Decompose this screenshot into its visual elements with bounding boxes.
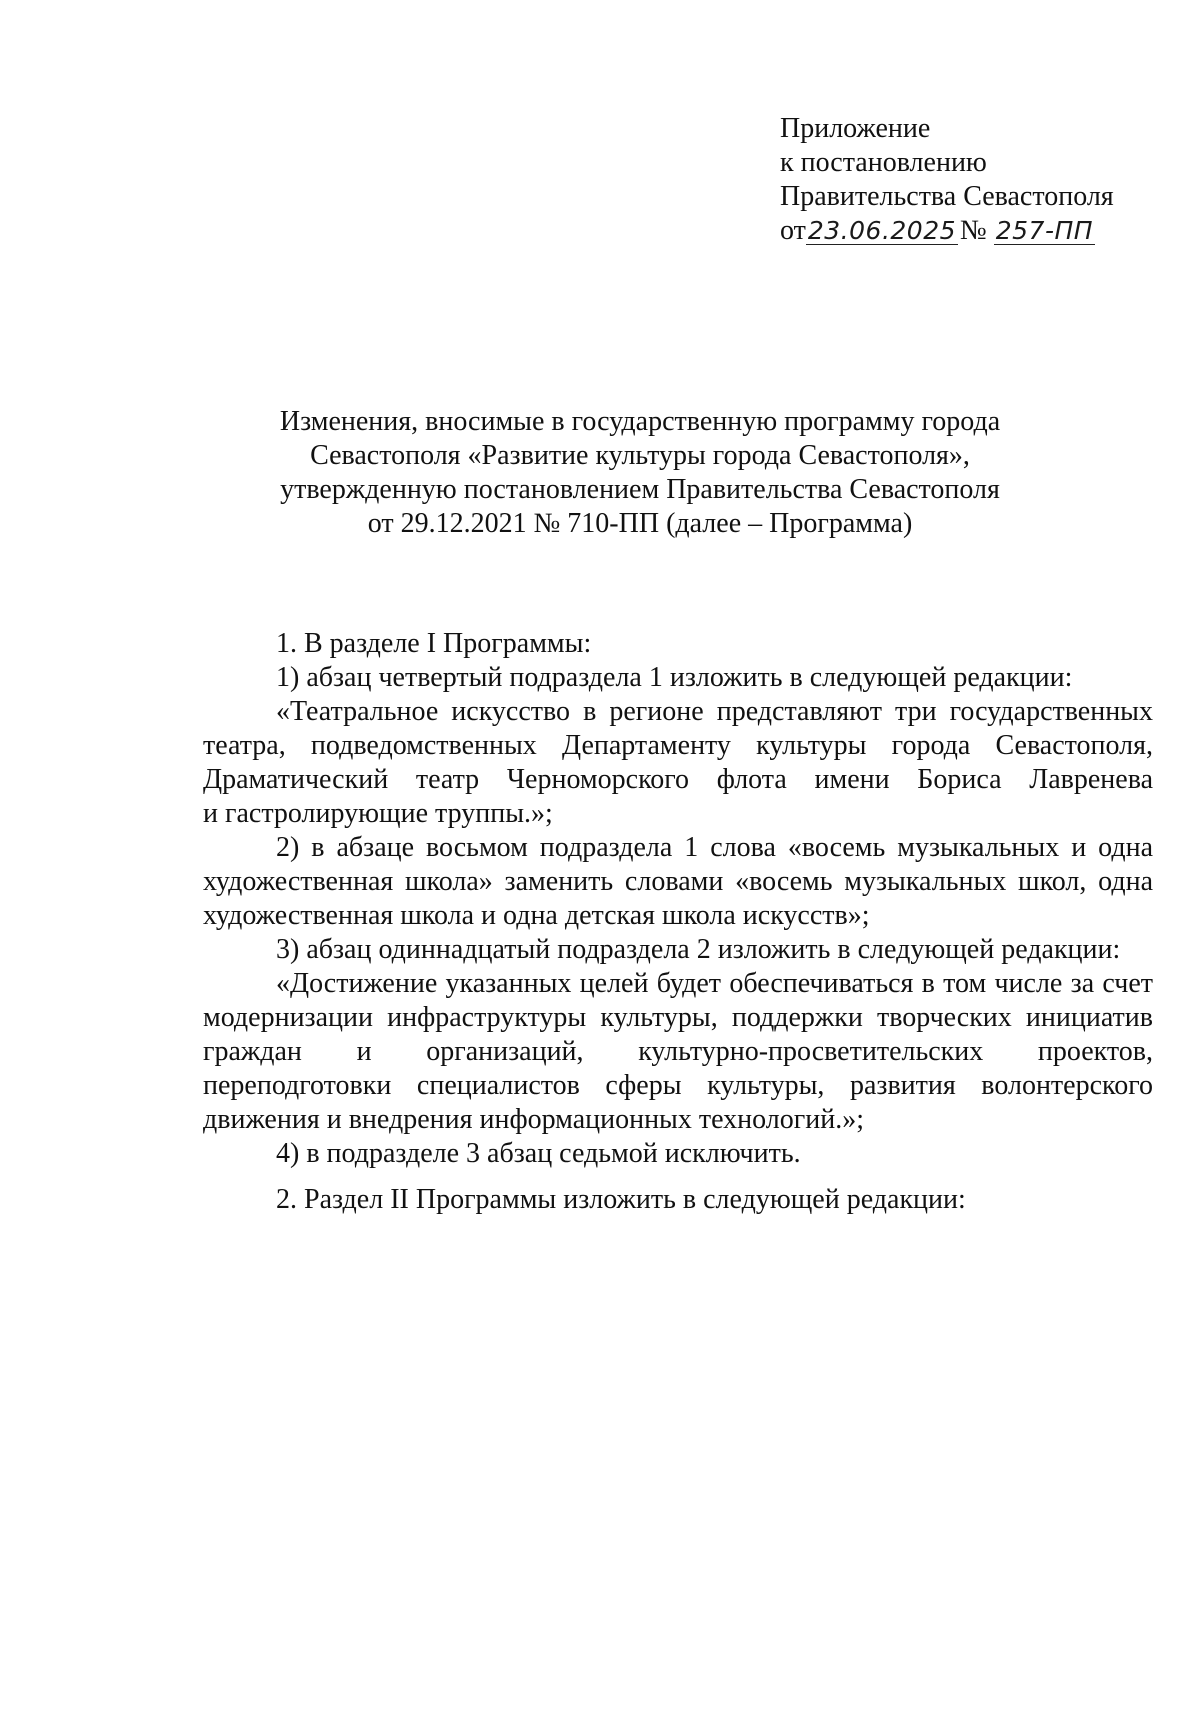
appendix-date-number — [780, 214, 1180, 248]
document-title — [200, 405, 1080, 541]
text-line: движения и внедрения информационных технологий.»; — [203, 1104, 864, 1135]
title-line: утвержденную постановлением Правительства Севастополя — [280, 474, 1000, 505]
title-line: Севастополя «Развитие культуры города Севастополя», — [310, 440, 970, 471]
text-line: модернизации инфраструктуры культуры, поддержки творческих инициатив — [203, 1002, 1153, 1033]
title-line: Изменения, вносимые в государственную программу города — [279, 406, 1001, 437]
quoted-paragraph-goals — [203, 967, 1153, 1137]
text-line: переподготовки специалистов сферы культуры, развития волонтерского — [203, 1070, 1153, 1101]
date-prefix: от — [780, 215, 806, 246]
text-line: театра, подведомственных Департаменту культуры города Севастополя, — [203, 730, 1153, 761]
subitem-1: 1) абзац четвертый подраздела 1 изложить в следующей редакции: — [276, 662, 1073, 693]
subitem-2 — [203, 831, 1153, 933]
number-sign: № — [960, 215, 987, 246]
subitem-4: 4) в подразделе 3 абзац седьмой исключить. — [276, 1138, 801, 1169]
text-line: Драматический театр Черноморского флота имени Бориса Лавренева — [203, 764, 1153, 795]
text-line: «Театральное искусство в регионе представляют три государственных — [276, 696, 1153, 727]
appendix-header — [780, 112, 1180, 248]
document-body — [203, 627, 1153, 1217]
subitem-3: 3) абзац одиннадцатый подраздела 2 изложить в следующей редакции: — [276, 934, 1121, 965]
handwritten-date: 23.06.2025 — [807, 216, 957, 245]
text-line: «Достижение указанных целей будет обеспечиваться в том числе за счет — [276, 968, 1153, 999]
item-section-1: 1. В разделе I Программы: — [276, 628, 592, 659]
appendix-government: Правительства Севастополя — [780, 181, 1114, 212]
quoted-paragraph-theatre — [203, 695, 1153, 831]
appendix-to-resolution: к постановлению — [780, 147, 987, 178]
text-line: граждан и организаций, культурно-просветительских проектов, — [203, 1036, 1153, 1067]
item-section-2: 2. Раздел II Программы изложить в следующей редакции: — [276, 1184, 966, 1215]
text-line: и гастролирующие труппы.»; — [203, 798, 553, 829]
handwritten-number: 257-ПП — [995, 216, 1094, 245]
text-line: художественная школа и одна детская школа искусств»; — [203, 900, 870, 931]
text-line: 2) в абзаце восьмом подраздела 1 слова «восемь музыкальных и одна — [276, 832, 1153, 863]
appendix-label: Приложение — [780, 113, 931, 144]
text-line: художественная школа» заменить словами «восемь музыкальных школ, одна — [203, 866, 1153, 897]
title-line: от 29.12.2021 № 710-ПП (далее – Программа) — [367, 508, 913, 539]
